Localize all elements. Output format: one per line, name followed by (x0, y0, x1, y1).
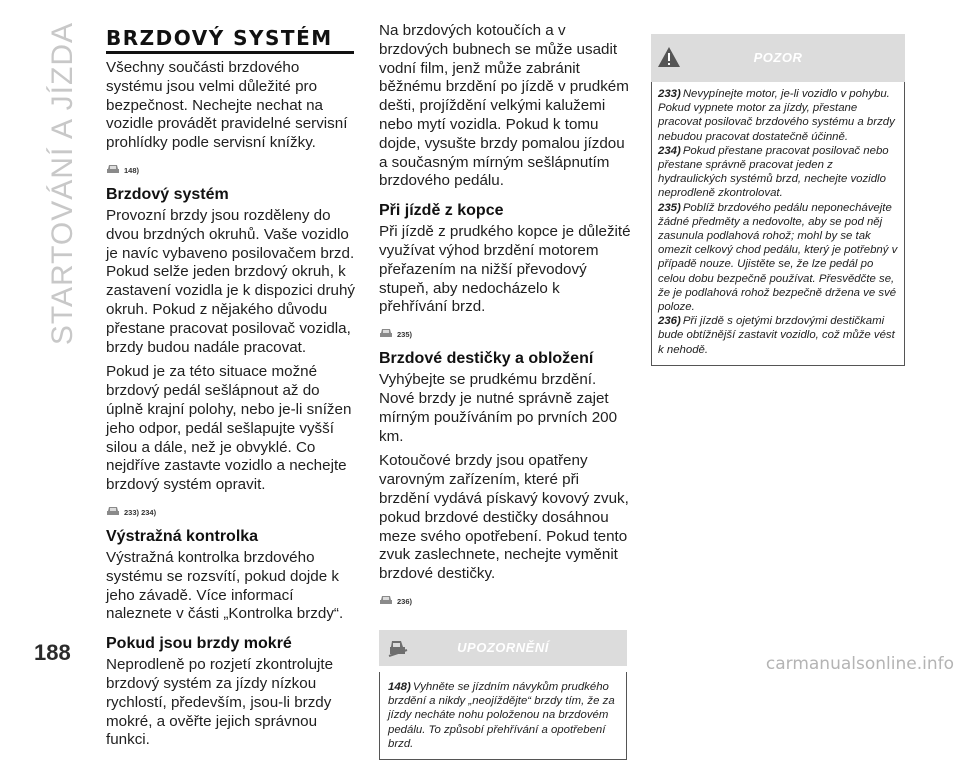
note-235 (658, 201, 898, 315)
heading-desticky: Brzdové destičky a obložení (379, 350, 594, 368)
note-text: Při jízdě s ojetými brzdovými destičkami bude obtížnější zastavit vozidlo, což může vést k nehodě. (658, 315, 895, 356)
column-1 (106, 0, 358, 750)
caution-header (651, 34, 905, 82)
note-number: 148) (388, 680, 411, 693)
reference-148[interactable] (106, 159, 358, 175)
caution-title: POZOR (753, 49, 803, 65)
note-number: 235) (658, 201, 681, 214)
paragraph-desticky-2: Kotoučové brzdy jsou opatřeny varovným zařízením, které při brzdění vydává pískavý kovový zvuk, pokud brzdové destičky dosáhnou meze svého opotřebení. Pokud tento zvuk zaslechnete, nechejte vyměnit brzdové destičky. (379, 452, 629, 583)
note-233 (658, 87, 898, 144)
intro-paragraph: Všechny součásti brzdového systému jsou velmi důležité pro bezpečnost. Nechejte nechat na vozidle provádět pravidelné servisní prohlídky podle servisní knížky. (106, 59, 348, 152)
reference-number: 236) (397, 596, 413, 606)
note-234 (658, 144, 898, 201)
warning-body (379, 672, 627, 760)
caution-body (651, 82, 905, 366)
reference-number: 235) (397, 330, 413, 340)
note-text: Nevypínejte motor, je-li vozidlo v pohybu. Pokud vypnete motor za jízdy, přestane pracovat posilovač brzdového systému a brzdy nebudou pracovat dostatečně účinně. (658, 88, 895, 143)
warning-header (379, 630, 627, 666)
note-text: Pokud přestane pracovat posilovač nebo přestane správně pracovat jeden z hydraulických systémů brzd, nechejte vozidlo neprodleně zkontrolovat. (658, 144, 889, 200)
warning-triangle-icon (657, 46, 681, 68)
reference-number: 233) 234) (124, 507, 157, 517)
warning-title: UPOZORNĚNÍ (457, 640, 549, 656)
paragraph-mokre: Neprodleně po rozjetí zkontrolujte brzdový systém za jízdy nízkou rychlostí, především, jsou-li brzdy mokré, a ověřte jejich správnou funkci. (106, 656, 334, 749)
note-number: 233) (658, 88, 681, 100)
paragraph-kopec: Při jízdě z prudkého kopce je důležité využívat výhod brzdění motorem přeřazením na nižší převodový stupeň, aby nedocházelo k přehřívání brzd. (379, 223, 631, 316)
site-watermark: carmanualsonline.info (765, 654, 954, 674)
note-number: 234) (658, 144, 681, 157)
note-236 (658, 314, 898, 357)
note-text: Vyhněte se jízdním návykům prudkého brzdění a nikdy „neojíždějte“ brzdy tím, že za jízdy necháte nohu položenou na brzdovém pedálu. To způsobí přehřívání a opotřebení brzd. (388, 680, 615, 750)
reference-235[interactable] (379, 323, 631, 339)
caution-box (651, 34, 905, 366)
page-number: 188 (34, 640, 71, 665)
page-title: BRZDOVÝ SYSTÉM (106, 26, 333, 50)
heading-vystrazna-kontrolka: Výstražná kontrolka (106, 527, 259, 545)
paragraph-vodni-film: Na brzdových kotoučích a v brzdových bubnech se může usadit vodní film, jenž může zabránit běžnému brzdění po jízdě v prudkém dešti, projíždění velkými kalužemi nebo mytí vozidla. Pokud k tomu dojde, vysušte brzdy pomalou jízdou a současným mírným sešlápnutím brzdového pedálu. (379, 22, 629, 190)
car-warning-icon (387, 637, 409, 659)
car-reference-icon (106, 505, 120, 517)
reference-233-234[interactable] (106, 501, 358, 517)
column-2 (379, 0, 631, 760)
car-reference-icon (106, 163, 120, 175)
car-reference-icon (379, 594, 393, 606)
car-reference-icon (379, 327, 393, 339)
section-side-tab (38, 22, 88, 582)
heading-mokre-brzdy: Pokud jsou brzdy mokré (106, 635, 292, 653)
reference-236[interactable] (379, 590, 631, 606)
paragraph-brzdovy-2: Pokud je za této situace možné brzdový pedál sešlápnout až do úplně krajní polohy, nebo je-li snížen jeho odpor, pedál sešlapujte vyšší silou a dále, než je obvyklé. Co nejdříve zastavte vozidlo a nechejte brzdový systém opravit. (106, 363, 352, 494)
reference-number: 148) (124, 165, 140, 175)
note-number: 236) (658, 315, 681, 328)
paragraph-brzdovy-1: Provozní brzdy jsou rozděleny do dvou brzdných okruhů. Vaše vozidlo je navíc vybaveno posilovačem brzd. Pokud selže jeden brzdový okruh, k zastavení vozidla je k dispozici druhý okruh. Pokud z nějakého důvodu přestane pracovat posilovač vozidla, brzdy budou nadále pracovat. (106, 206, 356, 356)
note-text: Poblíž brzdového pedálu neponechávejte žádné předměty a nedovolte, aby se pod něj zasunula podlahová rohož; mohl by se tak omezit celkový chod pedálu, který je potřebný v případě nouze. Ujistěte se, že lze pedál po celou dobu bezpečně používat. Přesvědčte se, že je podlahová rohož bezpečně držena ve své poloze. (658, 201, 898, 314)
heading-jizda-z-kopce: Při jízdě z kopce (379, 202, 504, 220)
column-3 (651, 0, 905, 366)
paragraph-desticky-1: Vyhýbejte se prudkému brzdění. Nové brzdy je nutné správně zajet mírným používáním po prvních 200 km. (379, 371, 618, 445)
note-148 (388, 680, 618, 751)
title-underline (106, 51, 354, 54)
warning-box (379, 630, 627, 760)
section-side-tab-label: STARTOVÁNÍ A JÍZDA (46, 22, 79, 346)
paragraph-kontrolka: Výstražná kontrolka brzdového systému se rozsvítí, pokud dojde k jeho závadě. Více informací naleznete v části „Kontrolka brzdy“. (106, 548, 344, 623)
heading-brzdovy-system: Brzdový systém (106, 185, 229, 203)
